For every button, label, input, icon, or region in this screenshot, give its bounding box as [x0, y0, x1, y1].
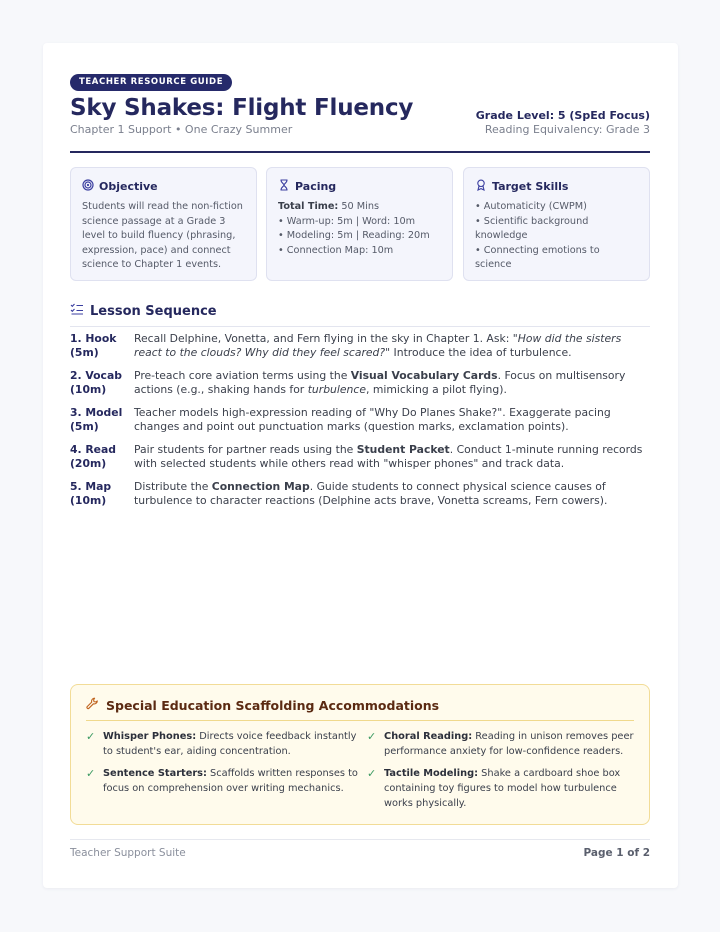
accommodation-text [384, 766, 634, 811]
list-item [70, 443, 650, 471]
list-item [70, 332, 650, 360]
pacing-body [278, 200, 441, 258]
accommodation-text [103, 766, 367, 811]
step-label: 2. Vocab (10m) [70, 369, 122, 396]
accommodation-item [86, 729, 367, 759]
check-icon: ✓ [367, 767, 377, 780]
resource-badge: TEACHER RESOURCE GUIDE [70, 74, 232, 91]
accommodation-text [384, 729, 634, 759]
lesson-sequence-list [70, 332, 650, 517]
award-icon [475, 179, 487, 194]
step-text-part: . Conduct 1-minute running records with selected students while others read with "whisper phones" and track data. [134, 443, 643, 470]
step-text-part: , mimicking a pilot flying). [365, 383, 507, 396]
accommodation-desc: Reading in unison removes peer performance anxiety for low-confidence readers. [384, 731, 634, 757]
step-text-part: . Focus on multisensory actions (e.g., shaking hands for [134, 369, 626, 396]
accommodation-name: Sentence Starters: [103, 768, 207, 779]
step-text [134, 369, 650, 397]
step-text-part: Recall Delphine, Vonetta, and Fern flying in the sky in Chapter 1. Ask: " [134, 332, 518, 345]
pacing-line: • Warm-up: 5m | Word: 10m [278, 215, 416, 227]
list-item [70, 369, 650, 397]
pacing-line: • Connection Map: 10m [278, 244, 394, 256]
step-text [134, 332, 650, 360]
check-icon: ✓ [86, 730, 96, 743]
skills-body [475, 200, 638, 273]
accommodation-item [367, 729, 634, 759]
hourglass-icon [278, 179, 290, 194]
pacing-title: Pacing [295, 180, 337, 193]
header-divider [70, 151, 650, 153]
accommodation-name: Whisper Phones: [103, 731, 197, 742]
document-page [43, 43, 678, 888]
accommodation-item [86, 766, 367, 811]
accommodation-name: Tactile Modeling: [384, 768, 479, 779]
page-number: Page 1 of 2 [583, 847, 650, 859]
accommodation-desc: Directs voice feedback instantly to student's ear, aiding concentration. [103, 731, 357, 757]
step-text [134, 443, 650, 471]
pacing-card [266, 167, 453, 281]
reading-equivalency: Reading Equivalency: Grade 3 [484, 123, 650, 136]
list-item [70, 480, 650, 508]
step-text-italic: How did the sisters react to the clouds? Why did they feel scared? [134, 332, 622, 359]
skill-line: • Connecting emotions to science [475, 244, 600, 271]
footer-divider [70, 839, 650, 840]
skills-title: Target Skills [492, 180, 569, 193]
lesson-sequence-title: Lesson Sequence [90, 303, 217, 319]
target-icon [82, 179, 94, 194]
page-subtitle: Chapter 1 Support • One Crazy Summer [70, 123, 293, 136]
step-text-bold: Connection Map [211, 480, 310, 493]
step-label: 1. Hook (5m) [70, 332, 117, 359]
step-label: 5. Map (10m) [70, 480, 112, 507]
step-text-italic: turbulence [307, 383, 366, 396]
page-title: Sky Shakes: Flight Fluency [70, 95, 414, 121]
check-icon: ✓ [367, 730, 377, 743]
step-text-part: Pair students for partner reads using the [134, 443, 357, 456]
step-text-part: Pre-teach core aviation terms using the [134, 369, 351, 382]
list-item [70, 406, 650, 434]
objective-title: Objective [99, 180, 158, 193]
accommodation-name: Choral Reading: [384, 731, 473, 742]
check-icon: ✓ [86, 767, 96, 780]
step-text-part: . Guide students to connect physical science causes of turbulence to character reactions (Delphine acts brave, Vonetta screams, Fern cowers). [134, 480, 608, 507]
step-text [134, 480, 650, 508]
pacing-card-header [278, 179, 441, 194]
sped-header [86, 697, 634, 721]
accommodation-item [367, 766, 634, 811]
sped-title: Special Education Scaffolding Accommodations [106, 697, 440, 713]
step-text-part: Distribute the [134, 480, 212, 493]
step-text-bold: Visual Vocabulary Cards [350, 369, 498, 382]
pacing-line: • Modeling: 5m | Reading: 20m [278, 230, 430, 242]
skills-card-header [475, 179, 638, 194]
wrench-icon [86, 697, 99, 713]
accommodation-desc: Scaffolds written responses to focus on comprehension over writing mechanics. [103, 768, 358, 794]
pacing-total-label: Total Time: [278, 201, 339, 212]
pacing-total [278, 200, 441, 215]
skill-line: • Scientific background knowledge [475, 215, 589, 242]
target-skills-card [463, 167, 650, 281]
objective-card [70, 167, 257, 281]
objective-text: Students will read the non-fiction science passage at a Grade 3 level to build fluency (phrasing, expression, pace) and connect science to Chapter 1 events. [82, 201, 243, 271]
lesson-sequence-header [70, 302, 650, 327]
step-text-part: " Introduce the idea of turbulence. [385, 346, 572, 359]
pacing-total-value: 50 Mins [338, 201, 380, 212]
skill-line: • Automaticity (CWPM) [475, 201, 587, 212]
step-label: 4. Read (20m) [70, 443, 117, 470]
objective-card-header [82, 179, 245, 194]
footer-brand: Teacher Support Suite [70, 847, 186, 859]
sped-accommodations-box [70, 684, 650, 825]
step-label: 3. Model (5m) [70, 406, 123, 433]
step-text: Teacher models high-expression reading of "Why Do Planes Shake?". Exaggerate pacing changes and point out punctuation marks (question marks, exclamation points). [134, 406, 611, 433]
sped-grid [86, 729, 634, 811]
accommodation-desc: Shake a cardboard shoe box containing toy figures to model how turbulence works physically. [384, 768, 621, 809]
grade-level: Grade Level: 5 (SpEd Focus) [475, 109, 650, 122]
list-check-icon [70, 302, 84, 320]
accommodation-text [103, 729, 367, 759]
step-text-bold: Student Packet [356, 443, 450, 456]
